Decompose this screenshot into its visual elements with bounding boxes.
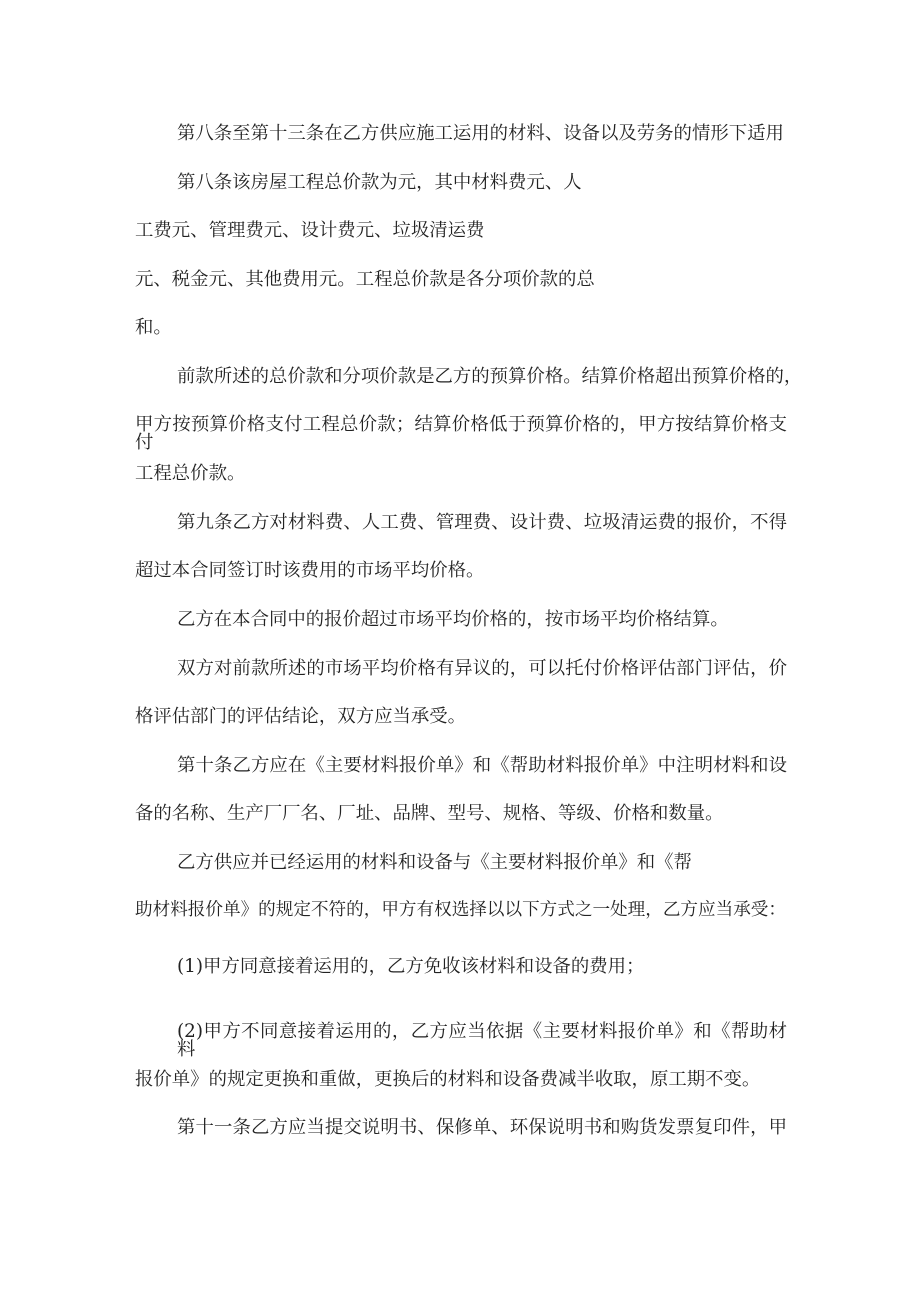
paragraph-line: 前款所述的总价款和分项价款是乙方的预算价格。结算价格超出预算价格的，: [177, 366, 803, 387]
paragraph-line: 元、税金元、其他费用元。工程总价款是各分项价款的总: [135, 269, 595, 290]
paragraph-line: 工程总价款。: [135, 463, 246, 484]
paragraph-line: 第八条至第十三条在乙方供应施工运用的材料、设备以及劳务的情形下适用: [177, 123, 784, 144]
paragraph-line: 第十一条乙方应当提交说明书、保修单、环保说明书和购货发票复印件，甲: [177, 1117, 787, 1138]
paragraph-line: 备的名称、生产厂厂名、厂址、品牌、型号、规格、等级、价格和数量。: [135, 803, 724, 824]
paragraph-line: 甲方按预算价格支付工程总价款；结算价格低于预算价格的，甲方按结算价格支付: [135, 414, 787, 454]
paragraph-line: 超过本合同签订时该费用的市场平均价格。: [135, 560, 485, 581]
paragraph-line: 第十条乙方应在《主要材料报价单》和《帮助材料报价单》中注明材料和设: [177, 755, 787, 776]
paragraph-line: 助材料报价单》的规定不符的，甲方有权选择以以下方式之一处理，乙方应当承受：: [135, 900, 786, 920]
list-item: (2)甲方不同意接着运用的，乙方应当依据《主要材料报价单》和《帮助材料: [177, 1021, 787, 1061]
paragraph-line: 格评估部门的评估结论，双方应当承受。: [135, 706, 467, 727]
paragraph-line: 工费元、管理费元、设计费元、垃圾清运费: [135, 220, 485, 241]
paragraph-line: 乙方在本合同中的报价超过市场平均价格的，按市场平均价格结算。: [177, 609, 729, 630]
paragraph-line: 和。: [135, 317, 172, 338]
paragraph-line: 第八条该房屋工程总价款为元，其中材料费元、人: [177, 172, 582, 193]
paragraph-line: 报价单》的规定更换和重做，更换后的材料和设备费减半收取，原工期不变。: [135, 1069, 761, 1090]
list-item: (1)甲方同意接着运用的，乙方免收该材料和设备的费用；: [177, 956, 645, 977]
paragraph-line: 双方对前款所述的市场平均价格有异议的，可以托付价格评估部门评估，价: [177, 658, 787, 679]
paragraph-line: 乙方供应并已经运用的材料和设备与《主要材料报价单》和《帮: [177, 852, 692, 873]
paragraph-line: 第九条乙方对材料费、人工费、管理费、设计费、垃圾清运费的报价，不得: [177, 512, 787, 533]
